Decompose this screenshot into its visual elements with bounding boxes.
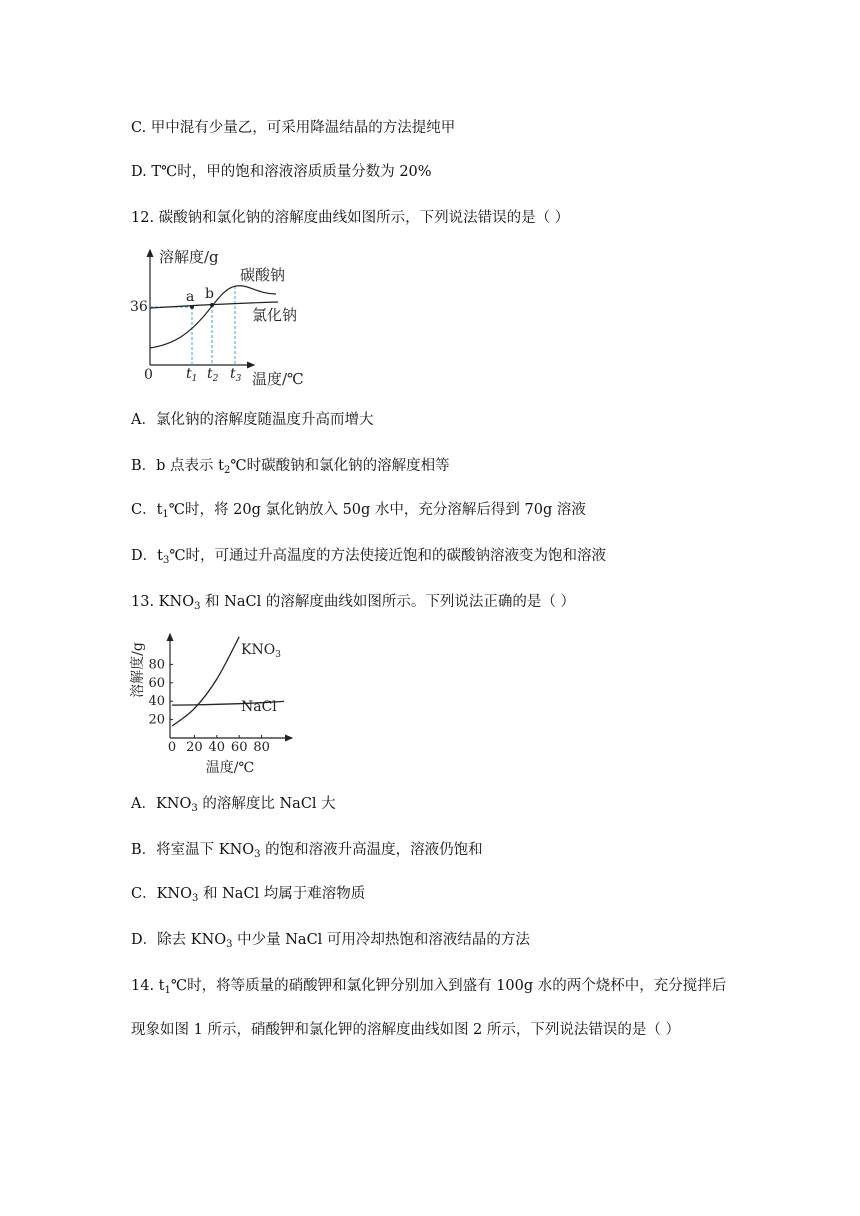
q12-stem-text: 碳酸钠和氯化钠的溶解度曲线如图所示，下列说法错误的是（ ） [158, 210, 570, 226]
q12-option-d-sub: 3 [162, 555, 170, 566]
q13-x-tick-40: 40 [208, 740, 226, 755]
q13-kno3-curve [172, 637, 239, 726]
q12-option-d-pre: D．t [131, 548, 163, 564]
q13-option-c [131, 884, 365, 909]
q13-y-tick-60: 60 [148, 675, 165, 691]
q12-tick-t1: $t_1$ [186, 366, 198, 384]
q13-option-b [131, 840, 483, 865]
q13-y-label: 溶解度/g [130, 642, 146, 698]
q13-solubility-chart [120, 630, 310, 780]
q13-stem-sub: 3 [194, 601, 201, 612]
q12-x-label: 温度/℃ [252, 370, 304, 388]
q12-option-b-sub: 2 [223, 465, 231, 476]
q12-tick-t2: $t_2$ [207, 366, 219, 384]
q13-option-a-sub: 3 [191, 803, 198, 814]
q13-option-d [131, 930, 530, 955]
q13-stem-pre: 13. KNO [131, 594, 195, 610]
q14-stem-line2: 现象如图 1 所示，硝酸钾和氯化钾的溶解度曲线如图 2 所示，下列说法错误的是（ ） [131, 1022, 680, 1038]
q11-option-c: C. 甲中混有少量乙，可采用降温结晶的方法提纯甲 [131, 120, 456, 136]
q12-y-label: 溶解度/g [159, 248, 219, 266]
q13-option-d-pre: D．除去 KNO [131, 932, 227, 948]
q13-option-c-pre: C．KNO [131, 886, 193, 902]
q12-stem [131, 208, 569, 228]
q13-stem [131, 592, 575, 617]
q13-y-tick-80: 80 [148, 657, 165, 673]
q14-line1-sub: 1 [164, 985, 171, 996]
q13-series-label-kno3: $KNO_3$ [241, 642, 281, 660]
q12-point-b-label: b [205, 286, 214, 302]
q13-option-d-post: 中少量 NaCl 可用冷却热饱和溶液结晶的方法 [232, 932, 530, 948]
q13-option-d-sub: 3 [226, 939, 233, 950]
q14-line1-post: ℃时，将等质量的硝酸钾和氯化钾分别加入到盛有 100g 水的两个烧杯中，充分搅拌后 [170, 978, 727, 994]
q12-point-a-label: a [186, 289, 195, 305]
q12-tick-t3: $t_3$ [230, 366, 242, 384]
q13-option-b-sub: 3 [254, 849, 261, 860]
q13-option-a-pre: A．KNO [131, 796, 192, 812]
q12-option-c-pre: C．t [131, 502, 163, 518]
q12-origin: 0 [144, 367, 153, 383]
q12-option-d-post: ℃时，可通过升高温度的方法使接近饱和的碳酸钠溶液变为饱和溶液 [169, 548, 607, 564]
q12-point-b [210, 303, 214, 307]
q13-option-b-pre: B．将室温下 KNO [131, 842, 255, 858]
q12-point-a [190, 305, 194, 309]
q12-option-c [131, 500, 586, 525]
q13-option-c-sub: 3 [192, 893, 199, 904]
q12-curve-label-na2co3: 碳酸钠 [240, 266, 286, 284]
q13-option-a-post: 的溶解度比 NaCl 大 [197, 796, 336, 812]
q14-stem-line1 [131, 976, 726, 1001]
q14-line1-pre: 14. t [131, 978, 165, 994]
q13-x-tick-0: 0 [167, 740, 177, 755]
q12-option-b-pre: B．b 点表示 t [131, 458, 224, 474]
q13-x-label: 温度/℃ [205, 760, 255, 776]
q12-option-b [131, 456, 450, 481]
q13-stem-post: 和 NaCl 的溶解度曲线如图所示。下列说法正确的是（ ） [200, 594, 575, 610]
q13-series-label-nacl: NaCl [241, 699, 277, 715]
q13-option-a [131, 794, 336, 819]
q11-option-d: D. T℃时，甲的饱和溶液溶质质量分数为 20% [131, 164, 432, 180]
q13-x-tick-60: 60 [230, 740, 248, 755]
q13-y-tick-20: 20 [148, 712, 165, 728]
q13-option-b-post: 的饱和溶液升高温度，溶液仍饱和 [260, 842, 483, 858]
q13-x-tick-20: 20 [186, 740, 203, 755]
q13-x-tick-80: 80 [253, 740, 270, 755]
q12-y-tick-36: 36 [130, 299, 148, 315]
q12-option-c-sub: 1 [162, 509, 169, 520]
q13-option-c-post: 和 NaCl 均属于难溶物质 [198, 886, 366, 902]
q12-option-d [131, 546, 606, 571]
q12-number: 12. [131, 210, 155, 226]
q12-option-b-post: ℃时碳酸钠和氯化钠的溶解度相等 [230, 458, 450, 474]
q12-option-c-post: ℃时，将 20g 氯化钠放入 50g 水中，充分溶解后得到 70g 溶液 [168, 502, 586, 518]
q12-option-a: A．氯化钠的溶解度随温度升高而增大 [131, 412, 374, 428]
q12-curve-label-nacl: 氯化钠 [252, 306, 298, 324]
q12-solubility-figure [124, 244, 324, 394]
q13-y-tick-40: 40 [148, 694, 165, 710]
